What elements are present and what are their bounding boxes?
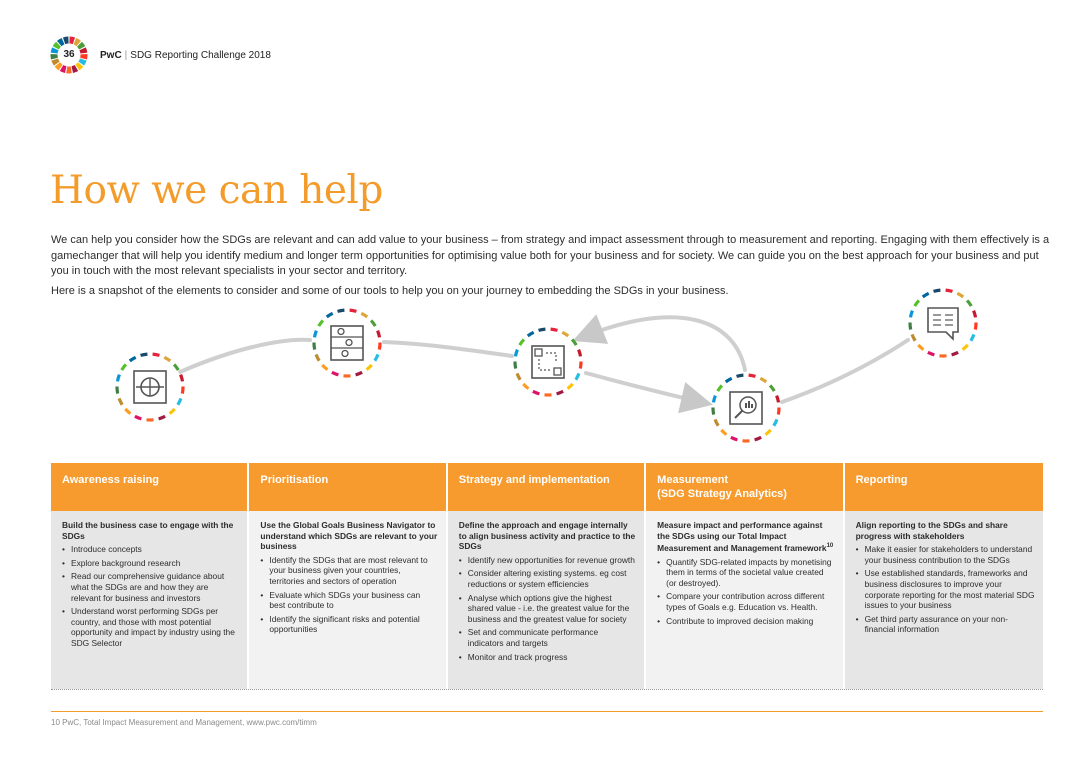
column-heading-measurement bbox=[646, 463, 844, 511]
column-strategy bbox=[448, 511, 646, 689]
list-item: • Understand worst performing SDGs per country, and those with most potential opportunity and impact by industry using the SDG Selector bbox=[62, 606, 239, 648]
column-lead: Build the business case to engage with the SDGs bbox=[62, 520, 234, 541]
publication-brand: PwC | SDG Reporting Challenge 2018 bbox=[100, 49, 271, 61]
column-prioritisation bbox=[249, 511, 447, 689]
table-body-row bbox=[51, 511, 1043, 690]
column-list bbox=[657, 557, 834, 627]
brand-name: PwC bbox=[100, 49, 122, 61]
footer-divider bbox=[51, 711, 1043, 712]
table-header-row bbox=[51, 463, 1043, 511]
list-item: • Use established standards, frameworks and business disclosures to improve your corporate reporting for the most material SDG issues to your business bbox=[856, 568, 1035, 610]
page-number: 36 bbox=[63, 49, 75, 60]
column-lead: Use the Global Goals Business Navigator to understand which SDGs are relevant to your business bbox=[260, 520, 438, 552]
column-heading-text: Awareness raising bbox=[62, 474, 160, 486]
intro-paragraph: Here is a snapshot of the elements to consider and some of our tools to help you on your journey to embedding the SDGs in your business. bbox=[51, 284, 729, 297]
column-reporting bbox=[845, 511, 1043, 689]
list-item: • Analyse which options give the highest shared value - i.e. the greatest value for the business and the greatest value for society bbox=[459, 593, 636, 625]
column-heading-text: Measurement bbox=[657, 474, 729, 486]
list-item: • Set and communicate performance indicators and targets bbox=[459, 627, 636, 648]
column-measurement bbox=[646, 511, 844, 689]
column-heading-prioritisation bbox=[249, 463, 447, 511]
report-speech-icon bbox=[907, 287, 979, 359]
intro-paragraph: We can help you consider how the SDGs are relevant and can add value to your business – from strategy and impact assessment through to measurement and reporting. Engaging with them effectively is a gamechanger that will help you identify medium and longer term opportunities for optimising value both for your business and for society. We can guide you on the best approach for your business and put you in touch with the most relevant specialists in your sector and territory. bbox=[51, 234, 1050, 277]
publication-title: SDG Reporting Challenge 2018 bbox=[130, 49, 271, 61]
list-item: • Introduce concepts bbox=[62, 544, 239, 555]
filter-list-icon bbox=[311, 307, 383, 379]
sdg-page-badge bbox=[50, 36, 88, 74]
column-list bbox=[856, 544, 1035, 635]
column-lead bbox=[657, 520, 834, 554]
column-heading-text: Prioritisation bbox=[260, 474, 329, 486]
list-item: • Get third party assurance on your non-financial information bbox=[856, 614, 1035, 635]
list-item: • Read our comprehensive guidance about what the SDGs are and how they are relevant for business and investors bbox=[62, 571, 239, 603]
column-lead-text: Measure impact and performance against the SDGs using our Total Impact Measurement and Management framework bbox=[657, 520, 827, 553]
column-heading-text: Reporting bbox=[855, 474, 908, 486]
column-awareness bbox=[51, 511, 249, 689]
column-list bbox=[62, 544, 239, 648]
eye-icon bbox=[114, 351, 186, 423]
column-list bbox=[260, 555, 437, 635]
list-item: • Explore background research bbox=[62, 558, 239, 569]
column-heading-text: Strategy and implementation bbox=[458, 474, 610, 486]
list-item: • Evaluate which SDGs your business can best contribute to bbox=[260, 590, 437, 611]
list-item: • Identify the SDGs that are most relevant to your business given your countries, territories and sectors of operation bbox=[260, 555, 437, 587]
column-lead: Align reporting to the SDGs and share progress with stakeholders bbox=[855, 520, 1008, 541]
footnote-ref: 10 bbox=[826, 543, 834, 550]
sdg-journey-diagram bbox=[0, 280, 1080, 450]
strategy-map-icon bbox=[512, 326, 584, 398]
stage-prioritisation bbox=[311, 307, 383, 379]
list-item: • Make it easier for stakeholders to understand your business contribution to the SDGs bbox=[856, 544, 1035, 565]
column-list bbox=[459, 555, 636, 662]
stage-awareness bbox=[114, 351, 186, 423]
list-item: • Monitor and track progress bbox=[459, 652, 636, 663]
list-item: • Identify new opportunities for revenue growth bbox=[459, 555, 636, 566]
stage-reporting bbox=[907, 287, 979, 359]
column-lead: Define the approach and engage internally to align business activity and practice to the SDGs bbox=[458, 520, 636, 552]
list-item: • Quantify SDG-related impacts by monetising them in terms of the societal value created (or destroyed). bbox=[657, 557, 834, 589]
list-item: • Contribute to improved decision making bbox=[657, 616, 834, 627]
list-item: • Identify the significant risks and potential opportunities bbox=[260, 614, 437, 635]
stage-measurement bbox=[710, 372, 782, 444]
stage-strategy bbox=[512, 326, 584, 398]
page-title: How we can help bbox=[50, 168, 383, 213]
list-item: • Compare your contribution across different types of Goals e.g. Education vs. Health. bbox=[657, 591, 834, 612]
services-table bbox=[51, 463, 1043, 690]
page-header bbox=[50, 36, 271, 74]
list-item: • Consider altering existing systems. eg cost reductions or system efficiencies bbox=[459, 568, 636, 589]
magnifier-chart-icon bbox=[710, 372, 782, 444]
column-heading-awareness bbox=[51, 463, 249, 511]
column-heading-strategy bbox=[448, 463, 646, 511]
column-heading-reporting bbox=[845, 463, 1043, 511]
column-heading-subtext: (SDG Strategy Analytics) bbox=[657, 488, 787, 500]
footnote: 10 PwC, Total Impact Measurement and Management, www.pwc.com/timm bbox=[51, 718, 317, 727]
